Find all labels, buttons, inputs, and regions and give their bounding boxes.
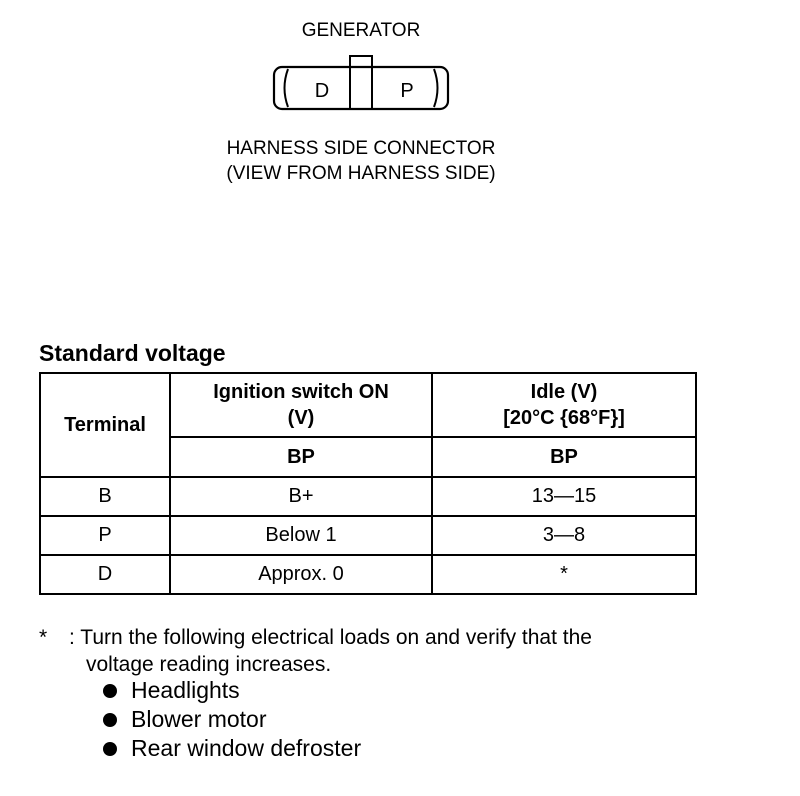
cell-terminal: D	[40, 555, 170, 594]
table-row	[40, 477, 696, 516]
terminal-p-label: P	[400, 80, 414, 102]
connector-caption	[0, 136, 722, 186]
generator-title: GENERATOR	[301, 20, 421, 41]
cell-terminal: B	[40, 477, 170, 516]
cell-terminal: P	[40, 516, 170, 555]
table-row	[40, 516, 696, 555]
header-ignition-line1: Ignition switch ON	[213, 381, 389, 403]
list-item-label: Rear window defroster	[131, 735, 362, 761]
header-idle	[432, 373, 696, 437]
cell-idle: 3—8	[432, 516, 696, 555]
footnote	[39, 624, 592, 678]
list-item	[103, 676, 361, 705]
connector-caption-line2: (VIEW FROM HARNESS SIDE)	[226, 163, 496, 184]
header-terminal: Terminal	[40, 373, 170, 477]
subheader-ignition: BP	[170, 437, 432, 477]
cell-ignition: B+	[170, 477, 432, 516]
table-row	[40, 555, 696, 594]
bullet-icon	[103, 742, 117, 756]
list-item	[103, 734, 361, 763]
header-ignition	[170, 373, 432, 437]
header-ignition-line2: (V)	[287, 407, 315, 429]
connector-caption-line1: HARNESS SIDE CONNECTOR	[226, 138, 496, 159]
header-idle-line1: Idle (V)	[530, 381, 598, 403]
bullet-icon	[103, 684, 117, 698]
list-item	[103, 705, 361, 734]
header-idle-line2: [20°C {68°F}]	[503, 407, 625, 429]
list-item-label: Headlights	[131, 677, 240, 703]
cell-ignition: Approx. 0	[170, 555, 432, 594]
cell-idle: *	[432, 555, 696, 594]
harness-connector-diagram	[270, 54, 452, 114]
list-item-label: Blower motor	[131, 706, 267, 732]
bullet-icon	[103, 713, 117, 727]
load-list	[103, 676, 361, 763]
standard-voltage-table	[39, 372, 697, 595]
table-title: Standard voltage	[39, 340, 226, 366]
cell-idle: 13—15	[432, 477, 696, 516]
cell-ignition: Below 1	[170, 516, 432, 555]
terminal-d-label: D	[314, 80, 330, 102]
footnote-line2: voltage reading increases.	[86, 653, 332, 676]
subheader-idle: BP	[432, 437, 696, 477]
footnote-line1: : Turn the following electrical loads on and verify that the	[69, 626, 592, 649]
footnote-marker: *	[39, 626, 48, 649]
